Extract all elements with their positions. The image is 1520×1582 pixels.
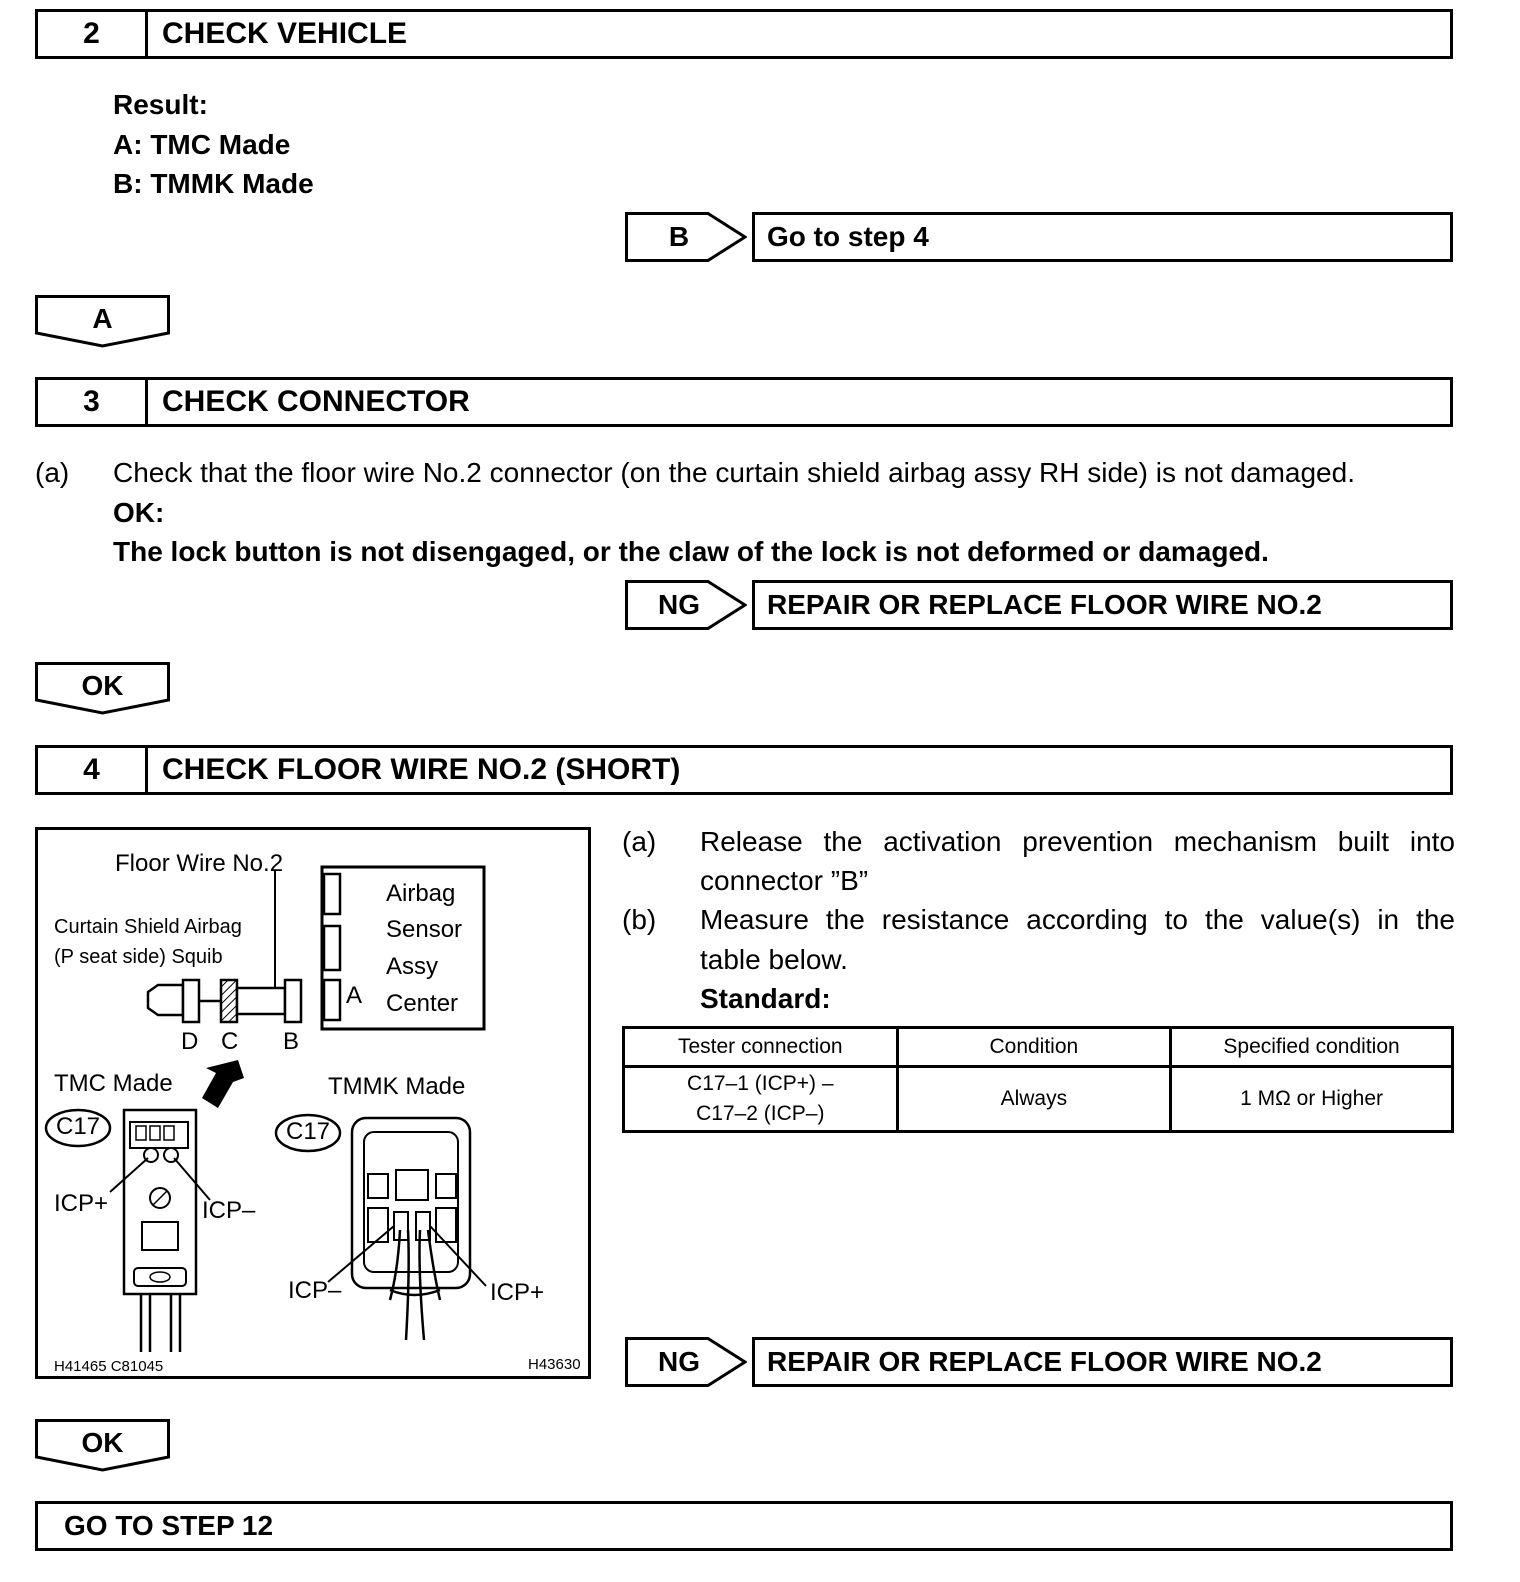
step-3-header	[35, 377, 1453, 427]
branch-tag-label: B	[668, 221, 690, 252]
step-4-header	[35, 745, 1453, 795]
go-to-step-12: GO TO STEP 12	[35, 1501, 1453, 1551]
standard-label: Standard:	[700, 983, 831, 1014]
tmmk-made-label: TMMK Made	[328, 1073, 466, 1100]
c17-left-label: C17	[55, 1113, 101, 1140]
ok-text: The lock button is not disengaged, or the claw of the lock is not deformed or damaged.	[113, 536, 1269, 567]
step-title: CHECK CONNECTOR	[162, 385, 470, 418]
squib-label-line1: Curtain Shield Airbag	[54, 916, 242, 938]
connector-label-c: C	[221, 1028, 239, 1055]
item-a-text: Check that the floor wire No.2 connector (on the curtain shield airbag assy RH side) is not damaged.	[113, 457, 1355, 488]
next-tag-label: OK	[81, 670, 124, 701]
next-tag-label: A	[92, 303, 113, 334]
floor-wire-label: Floor Wire No.2	[115, 850, 284, 877]
sensor-label-line4: Center	[386, 990, 459, 1017]
step-number: 3	[38, 380, 148, 424]
step-title: CHECK VEHICLE	[162, 17, 408, 50]
next-tag-label: OK	[81, 1427, 124, 1458]
cell-condition: Always	[897, 1067, 1171, 1132]
next-tag-ok	[35, 1419, 170, 1473]
connector-label-b: B	[283, 1028, 300, 1055]
branch-tag-ng	[625, 580, 745, 630]
header-specified-condition: Specified condition	[1171, 1028, 1453, 1067]
tmc-made-label: TMC Made	[54, 1070, 173, 1097]
icp-plus-right-label: ICP+	[490, 1279, 545, 1306]
table-header-row	[624, 1028, 1453, 1067]
c17-right-label: C17	[285, 1118, 331, 1145]
step-2-header	[35, 9, 1453, 59]
connector-label-d: D	[181, 1028, 199, 1055]
ok-label: OK:	[113, 497, 165, 528]
spec-table	[622, 1026, 1454, 1133]
table-row	[624, 1067, 1453, 1132]
item-b-line1: Measure the resistance according to the value(s) in the	[700, 904, 1455, 935]
branch-tag-ng	[625, 1337, 745, 1387]
icp-minus-left-label: ICP–	[202, 1197, 256, 1224]
branch-tag-b	[625, 212, 745, 262]
figure-code-left: H41465 C81045	[54, 1358, 164, 1375]
sensor-label-line1: Airbag	[386, 880, 456, 907]
item-a-line2: connector ”B”	[700, 865, 869, 896]
branch-tag-label: NG	[658, 1346, 700, 1377]
item-marker: (b)	[622, 904, 657, 935]
connection-line2: C17–2 (ICP–)	[696, 1102, 825, 1125]
item-b-line2: table below.	[700, 944, 848, 975]
item-a-line1: Release the activation prevention mechanism built into	[700, 826, 1455, 857]
sensor-label-line2: Sensor	[386, 916, 463, 943]
result-a: A: TMC Made	[113, 129, 291, 160]
next-tag-a	[35, 295, 170, 349]
sensor-label-line3: Assy	[386, 953, 439, 980]
connection-line1: C17–1 (ICP+) –	[687, 1072, 834, 1095]
branch-repair-floor-wire: REPAIR OR REPLACE FLOOR WIRE NO.2	[752, 1337, 1453, 1387]
squib-label-line2: (P seat side) Squib	[54, 946, 223, 968]
cell-tester-connection	[624, 1067, 898, 1132]
cell-specified-condition: 1 MΩ or Higher	[1171, 1067, 1453, 1132]
item-marker: (a)	[35, 457, 70, 488]
result-label: Result:	[113, 89, 208, 120]
result-b: B: TMMK Made	[113, 168, 314, 199]
branch-repair-floor-wire: REPAIR OR REPLACE FLOOR WIRE NO.2	[752, 580, 1453, 630]
step-number: 4	[38, 748, 148, 792]
header-condition: Condition	[897, 1028, 1171, 1067]
figure-code-right: H43630	[528, 1356, 581, 1373]
connector-label-a: A	[346, 982, 363, 1009]
header-tester-connection: Tester connection	[624, 1028, 898, 1067]
step-number: 2	[38, 12, 148, 56]
icp-plus-left-label: ICP+	[54, 1190, 109, 1217]
branch-tag-label: NG	[658, 589, 700, 620]
next-tag-ok	[35, 662, 170, 716]
step-title: CHECK FLOOR WIRE NO.2 (SHORT)	[162, 753, 681, 786]
icp-minus-right-label: ICP–	[288, 1277, 342, 1304]
connector-figure	[35, 827, 591, 1379]
item-marker: (a)	[622, 826, 657, 857]
branch-go-to-step-4: Go to step 4	[752, 212, 1453, 262]
